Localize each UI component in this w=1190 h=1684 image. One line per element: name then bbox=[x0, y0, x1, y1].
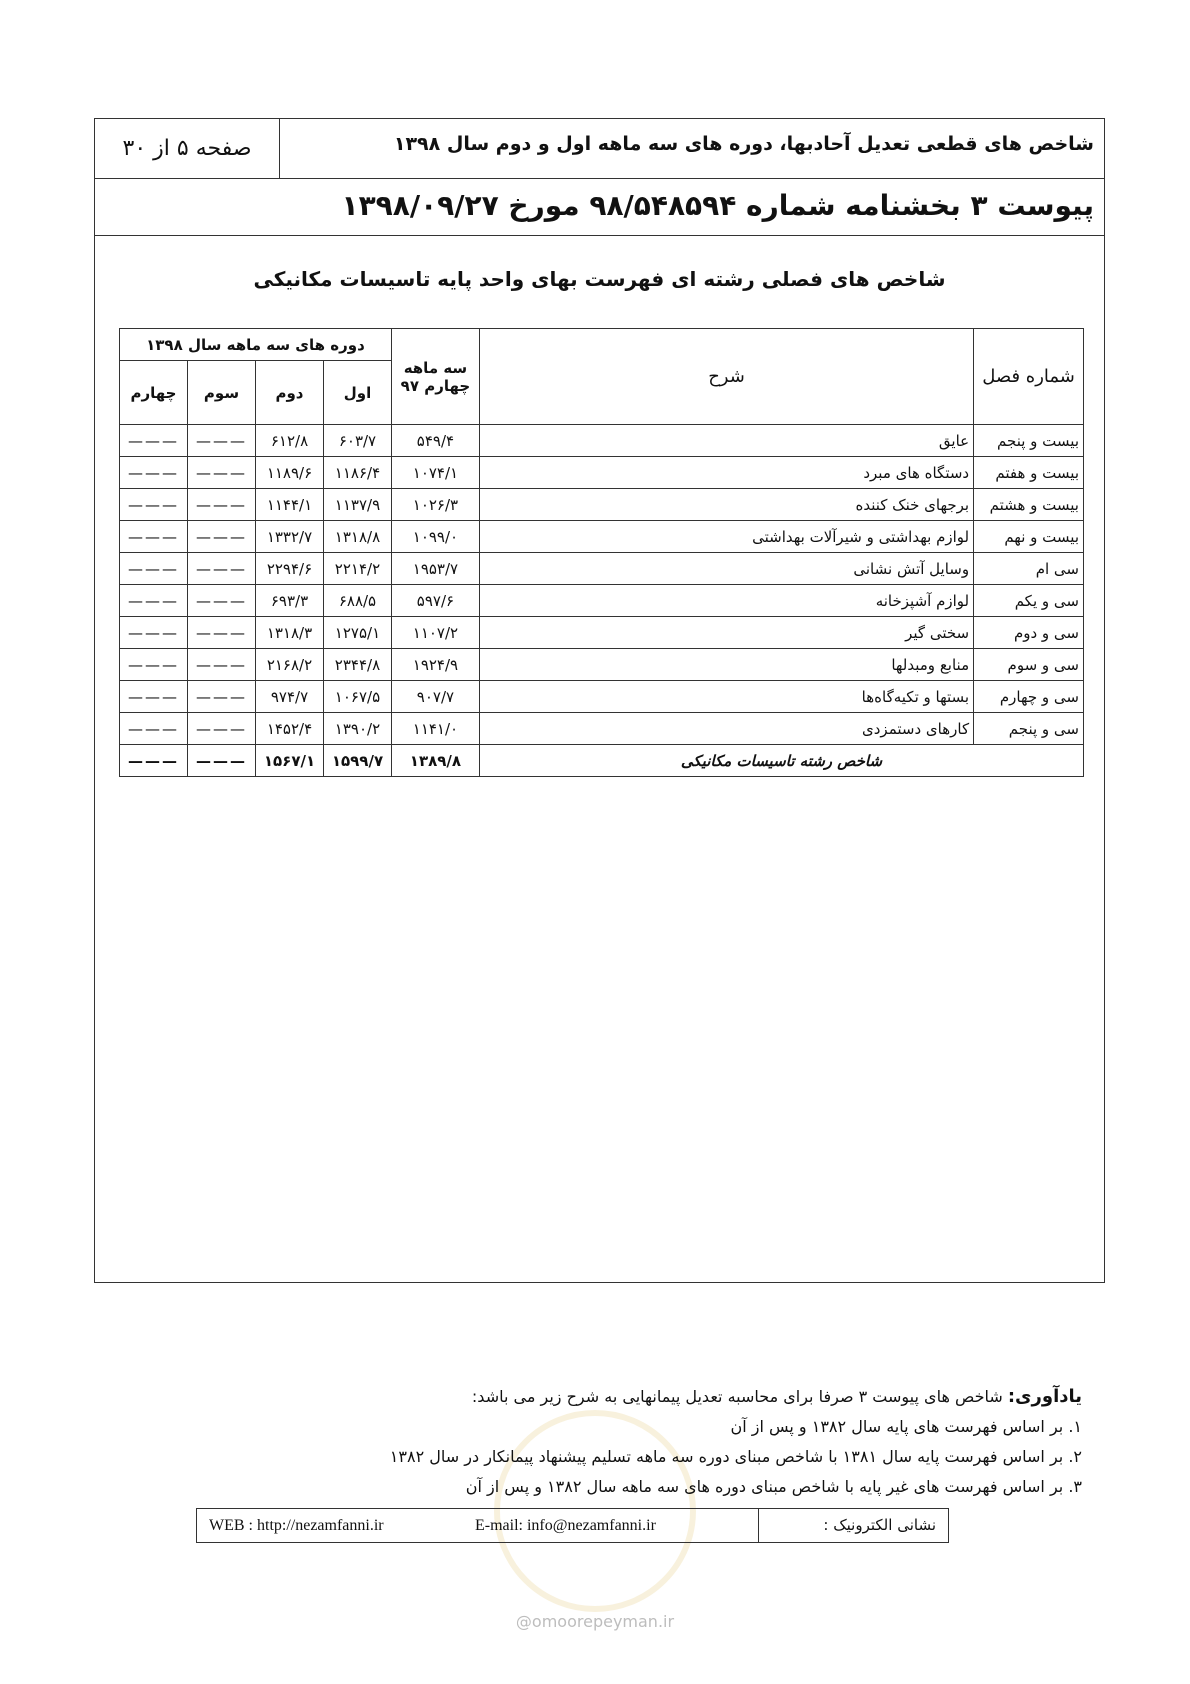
reminder-block bbox=[282, 1382, 1082, 1502]
reminder-item: ۳. بر اساس فهرست های غیر پایه با شاخص مبنای دوره های سه ماهه سال ۱۳۸۲ و پس از آن bbox=[465, 1477, 1082, 1496]
table-row bbox=[120, 681, 1084, 713]
description-cell: منابع ومبدلها bbox=[479, 649, 973, 681]
q1-cell: ۱۳۱۸/۸ bbox=[323, 521, 391, 553]
reminder-intro-line bbox=[282, 1382, 1082, 1412]
q3-cell: ——— bbox=[188, 489, 256, 521]
base-cell: ۱۰۹۹/۰ bbox=[391, 521, 479, 553]
q2-cell: ۱۴۵۲/۴ bbox=[256, 713, 324, 745]
table-row bbox=[120, 489, 1084, 521]
contact-email[interactable]: E-mail: info@nezamfanni.ir bbox=[475, 1517, 656, 1534]
q3-cell: ——— bbox=[188, 553, 256, 585]
description-cell: سختی گیر bbox=[479, 617, 973, 649]
base-cell: ۱۱۰۷/۲ bbox=[391, 617, 479, 649]
appendix-row bbox=[95, 179, 1104, 236]
q3-cell: ——— bbox=[188, 521, 256, 553]
q3-cell: ——— bbox=[188, 649, 256, 681]
appendix-title: پیوست ۳ بخشنامه شماره ۹۸/۵۴۸۵۹۴ مورخ ۱۳۹۸/۰۹/۲۷ bbox=[341, 189, 1094, 222]
total-q4-cell: ——— bbox=[120, 745, 188, 777]
q1-cell: ۶۰۳/۷ bbox=[323, 425, 391, 457]
col-header-q2: دوم bbox=[256, 361, 324, 425]
contact-label: نشانی الکترونیک : bbox=[758, 1509, 948, 1542]
reminder-intro: شاخص های پیوست ۳ صرفا برای محاسبه تعدیل پیمانهایی به شرح زیر می باشد: bbox=[471, 1387, 1003, 1406]
q4-cell: ——— bbox=[120, 489, 188, 521]
description-cell: دستگاه های مبرد bbox=[479, 457, 973, 489]
base-cell: ۱۱۴۱/۰ bbox=[391, 713, 479, 745]
total-base-cell: ۱۳۸۹/۸ bbox=[391, 745, 479, 777]
table-total-row bbox=[120, 745, 1084, 777]
q2-cell: ۶۹۳/۳ bbox=[256, 585, 324, 617]
col-header-base: سه ماهه چهارم ۹۷ bbox=[391, 329, 479, 425]
col-header-period-group: دوره های سه ماهه سال ۱۳۹۸ bbox=[120, 329, 392, 361]
col-header-q3: سوم bbox=[188, 361, 256, 425]
description-cell: برجهای خنک کننده bbox=[479, 489, 973, 521]
header-row bbox=[95, 119, 1104, 179]
description-cell: بستها و تکیه‌گاه‌ها bbox=[479, 681, 973, 713]
base-cell: ۱۰۲۶/۳ bbox=[391, 489, 479, 521]
chapter-cell: سی و چهارم bbox=[974, 681, 1084, 713]
table-row bbox=[120, 521, 1084, 553]
col-header-description: شرح bbox=[479, 329, 973, 425]
col-header-q1: اول bbox=[323, 361, 391, 425]
q2-cell: ۱۳۱۸/۳ bbox=[256, 617, 324, 649]
reminder-label: یادآوری: bbox=[1007, 1386, 1082, 1407]
table-row bbox=[120, 457, 1084, 489]
q1-cell: ۱۱۳۷/۹ bbox=[323, 489, 391, 521]
watermark-text: @omoorepeyman.ir bbox=[515, 1612, 675, 1631]
base-cell: ۱۰۷۴/۱ bbox=[391, 457, 479, 489]
q4-cell: ——— bbox=[120, 617, 188, 649]
contact-box bbox=[196, 1508, 949, 1543]
q4-cell: ——— bbox=[120, 713, 188, 745]
q4-cell: ——— bbox=[120, 649, 188, 681]
col-header-q4: چهارم bbox=[120, 361, 188, 425]
index-table bbox=[119, 328, 1084, 777]
q2-cell: ۱۳۳۲/۷ bbox=[256, 521, 324, 553]
total-q3-cell: ——— bbox=[188, 745, 256, 777]
chapter-cell: بیست و هفتم bbox=[974, 457, 1084, 489]
q4-cell: ——— bbox=[120, 553, 188, 585]
table-row bbox=[120, 713, 1084, 745]
q3-cell: ——— bbox=[188, 457, 256, 489]
table-row bbox=[120, 617, 1084, 649]
q4-cell: ——— bbox=[120, 521, 188, 553]
col-header-chapter: شماره فصل bbox=[974, 329, 1084, 425]
table-row bbox=[120, 649, 1084, 681]
q3-cell: ——— bbox=[188, 425, 256, 457]
chapter-cell: سی و دوم bbox=[974, 617, 1084, 649]
q3-cell: ——— bbox=[188, 617, 256, 649]
q1-cell: ۲۲۱۴/۲ bbox=[323, 553, 391, 585]
description-cell: وسایل آتش نشانی bbox=[479, 553, 973, 585]
q2-cell: ۶۱۲/۸ bbox=[256, 425, 324, 457]
q1-cell: ۲۳۴۴/۸ bbox=[323, 649, 391, 681]
total-label: شاخص رشته تاسیسات مکانیکی bbox=[479, 745, 1083, 777]
section-title: شاخص های فصلی رشته ای فهرست بهای واحد پایه تاسیسات مکانیکی bbox=[253, 267, 946, 291]
q2-cell: ۲۱۶۸/۲ bbox=[256, 649, 324, 681]
q2-cell: ۲۲۹۴/۶ bbox=[256, 553, 324, 585]
page-number: صفحه ۵ از ۳۰ bbox=[95, 119, 280, 178]
reminder-item: ۱. بر اساس فهرست های پایه سال ۱۳۸۲ و پس از آن bbox=[730, 1417, 1082, 1436]
q4-cell: ——— bbox=[120, 457, 188, 489]
base-cell: ۵۴۹/۴ bbox=[391, 425, 479, 457]
q4-cell: ——— bbox=[120, 585, 188, 617]
q3-cell: ——— bbox=[188, 713, 256, 745]
base-cell: ۱۹۵۳/۷ bbox=[391, 553, 479, 585]
total-q1-cell: ۱۵۹۹/۷ bbox=[323, 745, 391, 777]
chapter-cell: بیست و نهم bbox=[974, 521, 1084, 553]
base-cell: ۵۹۷/۶ bbox=[391, 585, 479, 617]
chapter-cell: سی و سوم bbox=[974, 649, 1084, 681]
table-row bbox=[120, 425, 1084, 457]
q1-cell: ۱۰۶۷/۵ bbox=[323, 681, 391, 713]
total-q2-cell: ۱۵۶۷/۱ bbox=[256, 745, 324, 777]
description-cell: لوازم آشپزخانه bbox=[479, 585, 973, 617]
chapter-cell: بیست و هشتم bbox=[974, 489, 1084, 521]
table-row bbox=[120, 585, 1084, 617]
chapter-cell: سی و پنجم bbox=[974, 713, 1084, 745]
q1-cell: ۱۳۹۰/۲ bbox=[323, 713, 391, 745]
contact-web[interactable]: WEB : http://nezamfanni.ir bbox=[209, 1517, 384, 1534]
q3-cell: ——— bbox=[188, 585, 256, 617]
reminder-item: ۲. بر اساس فهرست پایه سال ۱۳۸۱ با شاخص مبنای دوره سه ماهه تسلیم پیشنهاد پیمانکار در سال ۱۳۸۲ bbox=[389, 1447, 1082, 1466]
description-cell: لوازم بهداشتی و شیرآلات بهداشتی bbox=[479, 521, 973, 553]
description-cell: کارهای دستمزدی bbox=[479, 713, 973, 745]
table-row bbox=[120, 553, 1084, 585]
description-cell: عایق bbox=[479, 425, 973, 457]
q4-cell: ——— bbox=[120, 425, 188, 457]
chapter-cell: سی و یکم bbox=[974, 585, 1084, 617]
base-cell: ۹۰۷/۷ bbox=[391, 681, 479, 713]
chapter-cell: بیست و پنجم bbox=[974, 425, 1084, 457]
q1-cell: ۶۸۸/۵ bbox=[323, 585, 391, 617]
document-title: شاخص های قطعی تعدیل آحادبها، دوره های سه ماهه اول و دوم سال ۱۳۹۸ bbox=[393, 133, 1094, 155]
q2-cell: ۹۷۴/۷ bbox=[256, 681, 324, 713]
q1-cell: ۱۱۸۶/۴ bbox=[323, 457, 391, 489]
q2-cell: ۱۱۸۹/۶ bbox=[256, 457, 324, 489]
q1-cell: ۱۲۷۵/۱ bbox=[323, 617, 391, 649]
q2-cell: ۱۱۴۴/۱ bbox=[256, 489, 324, 521]
q4-cell: ——— bbox=[120, 681, 188, 713]
q3-cell: ——— bbox=[188, 681, 256, 713]
base-cell: ۱۹۲۴/۹ bbox=[391, 649, 479, 681]
chapter-cell: سی ام bbox=[974, 553, 1084, 585]
